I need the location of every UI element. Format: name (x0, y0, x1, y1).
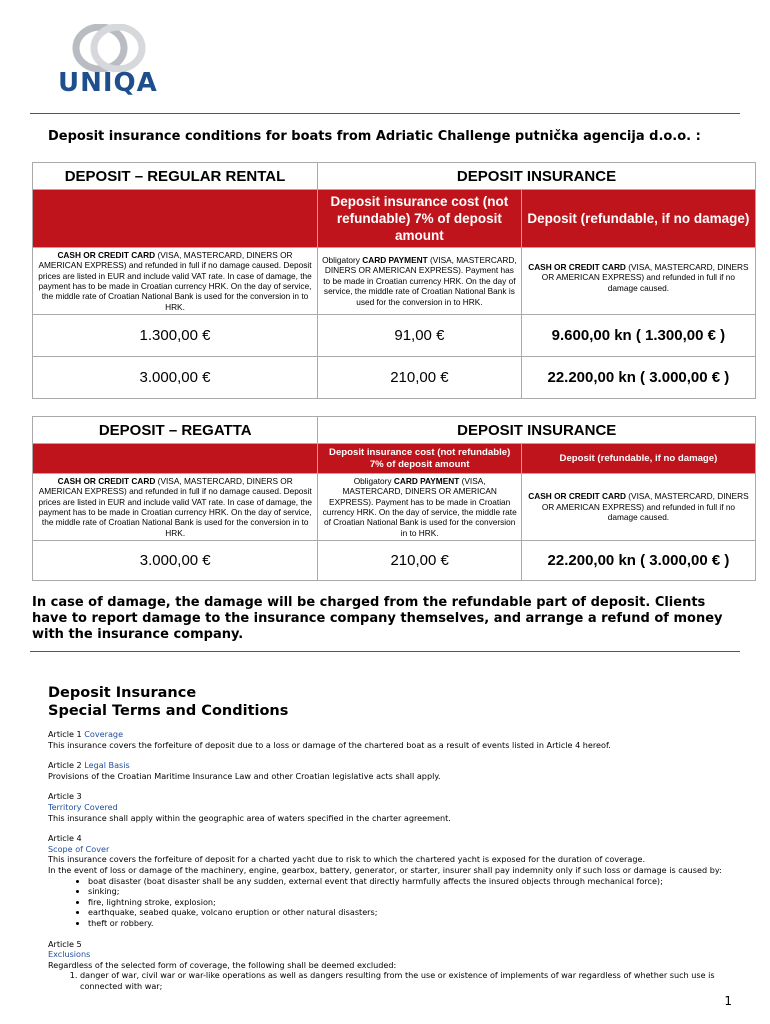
terms-title-line2: Special Terms and Conditions (48, 703, 289, 719)
article-text: In the event of loss or damage of the machinery, engine, gearbox, battery, generator, or starter, insurer shall pay indemnity only if such loss or damage is caused by: (48, 864, 722, 875)
page-number: 1 (724, 994, 732, 1008)
article-label: Article 3 (48, 791, 82, 802)
regatta-desc-refund (521, 474, 755, 541)
list-item: • earthquake, seabed quake, volcano eruption or other natural disasters; (88, 907, 748, 918)
top-divider (30, 113, 740, 114)
article-text: This insurance shall apply within the geographic area of waters specified in the charter agreement. (48, 812, 451, 823)
regular-head-cost: Deposit insurance cost (not refundable) 7% of deposit amount (318, 190, 522, 248)
regatta-desc1-bold: CASH OR CREDIT CARD (57, 475, 156, 486)
logo-wordmark: UNIQA (58, 68, 158, 98)
regatta-cost-value: 210,00 € (318, 541, 521, 581)
article-title: Exclusions (48, 949, 91, 960)
regular-desc3-text: (VISA, MASTERCARD, DINERS OR AMERICAN EXPRESS) and refunded in full if no damage caused. (541, 262, 749, 293)
regular-refund-value: 22.200,00 kn ( 3.000,00 € ) (521, 357, 755, 399)
regular-desc2-pre: Obligatory (322, 254, 363, 265)
terms-title-line1: Deposit Insurance (48, 685, 197, 701)
regular-desc-cost (318, 248, 522, 315)
list-item: • fire, lightning stroke, explosion; (88, 897, 748, 908)
regatta-head-blank (33, 444, 318, 474)
article-text: Regardless of the selected form of coverage, the following shall be deemed excluded: (48, 959, 397, 970)
list-item (80, 970, 748, 991)
table-row (33, 315, 756, 357)
regular-title-right: DEPOSIT INSURANCE (318, 163, 756, 190)
article-text: This insurance covers the forfeiture of deposit for a charted yacht due to risk to which the chartered yacht is exposed for the duration of coverage. (48, 854, 646, 865)
damage-note: In case of damage, the damage will be charged from the refundable part of deposit. Clients have to report damage to the insurance company themselves, and arrange a refund of money with the insurance company. (32, 595, 723, 642)
regatta-title-right: DEPOSIT INSURANCE (318, 417, 756, 444)
regular-title-left: DEPOSIT – REGULAR RENTAL (33, 163, 318, 190)
regular-head-blank (33, 190, 318, 248)
exclusions-list (48, 970, 748, 991)
article-title: Scope of Cover (48, 843, 110, 854)
regular-desc1-bold: CASH OR CREDIT CARD (57, 249, 156, 260)
regatta-desc-cost (318, 474, 521, 541)
article-text: Provisions of the Croatian Maritime Insurance Law and other Croatian legislative acts shall apply. (48, 770, 441, 781)
regatta-desc3-bold: CASH OR CREDIT CARD (528, 491, 626, 502)
middle-divider (30, 651, 740, 652)
regatta-title-left: DEPOSIT – REGATTA (33, 417, 318, 444)
regatta-desc2-text: (VISA, MASTERCARD, DINERS OR AMERICAN EXPRESS). Payment has to be made in Croatian currency HRK. On the day of service, the middle rate of Croatian National Bank is used for the conversion in to HRK. (322, 475, 517, 538)
page-heading: Deposit insurance conditions for boats from Adriatic Challenge putnička agencija d.o.o. : (48, 129, 701, 144)
regatta-table (32, 416, 756, 581)
regular-cost-value: 210,00 € (318, 357, 522, 399)
table-row (33, 541, 756, 581)
article-label: Article 5 (48, 938, 82, 949)
regular-rental-table (32, 162, 756, 399)
regular-head-refund: Deposit (refundable, if no damage) (521, 190, 755, 248)
regatta-deposit-value: 3.000,00 € (33, 541, 318, 581)
list-item: • theft or robbery. (88, 918, 748, 929)
regular-deposit-value: 1.300,00 € (33, 315, 318, 357)
regular-deposit-value: 3.000,00 € (33, 357, 318, 399)
regatta-refund-value: 22.200,00 kn ( 3.000,00 € ) (521, 541, 755, 581)
list-item: • boat disaster (boat disaster shall be any sudden, external event that directly harmfully affects the insured objects through mechanical force); (88, 876, 748, 887)
regatta-desc1-text: (VISA, MASTERCARD, DINERS OR AMERICAN EXPRESS) and refunded in full if no damage caused. Deposit prices are listed in EUR and include valid VAT rate. In case of damage, the payment has to be made in Croatian currency HRK. On the day of service, the middle rate of Croatian National Bank is used for the conversion in to HRK. (38, 475, 312, 538)
regatta-desc2-bold: CARD PAYMENT (393, 475, 460, 486)
regular-cost-value: 91,00 € (318, 315, 522, 357)
regatta-head-refund: Deposit (refundable, if no damage) (521, 444, 755, 474)
scope-list (48, 876, 748, 929)
article-label: Article 2 (48, 760, 82, 771)
list-item-continuation: connected with war; (80, 980, 163, 991)
article-label: Article 1 (48, 729, 82, 739)
article-title: Legal Basis (84, 760, 130, 771)
uniqa-logo-mark-icon (70, 24, 148, 72)
article-title: Territory Covered (48, 801, 118, 812)
regular-desc-deposit (33, 248, 318, 315)
regular-desc1-text: (VISA, MASTERCARD, DINERS OR AMERICAN EXPRESS) and refunded in full if no damage caused. Deposit prices are listed in EUR and include valid VAT rate. In case of damage, the payment has to be made in Croatian currency HRK. On the day of service, the middle rate of Croatian National Bank is used for the conversion in to HRK. (38, 249, 312, 312)
list-item-text: danger of war, civil war or war-like operations as well as dangers resulting from the use or existence of implements of war regardless of whether such use is (80, 970, 715, 981)
regatta-head-cost: Deposit insurance cost (not refundable) 7% of deposit amount (318, 444, 521, 474)
article-title: Coverage (84, 729, 124, 739)
article-text: This insurance covers the forfeiture of deposit due to a loss or damage of the chartered boat as a result of events listed in Article 4 hereof. (48, 739, 611, 750)
table-row (33, 357, 756, 399)
regular-refund-value: 9.600,00 kn ( 1.300,00 € ) (521, 315, 755, 357)
uniqa-logo (52, 24, 164, 100)
regular-desc-refund (521, 248, 755, 315)
list-item: • sinking; (88, 886, 748, 897)
regatta-desc3-text: (VISA, MASTERCARD, DINERS OR AMERICAN EXPRESS) and refunded in full if no damage caused. (541, 491, 749, 523)
terms-title (48, 684, 288, 720)
terms-body (48, 729, 748, 991)
article-label: Article 4 (48, 833, 82, 844)
regular-desc2-bold: CARD PAYMENT (362, 254, 428, 265)
regatta-desc2-pre: Obligatory (353, 475, 394, 486)
regular-desc2-text: (VISA, MASTERCARD, DINERS OR AMERICAN EXPRESS). Payment has to be made in Croatian currency HRK. On the day of service, the middle rate of Croatian National Bank is used for the conversion in to HRK. (323, 254, 517, 307)
regatta-desc-deposit (33, 474, 318, 541)
regular-desc3-bold: CASH OR CREDIT CARD (528, 262, 626, 272)
